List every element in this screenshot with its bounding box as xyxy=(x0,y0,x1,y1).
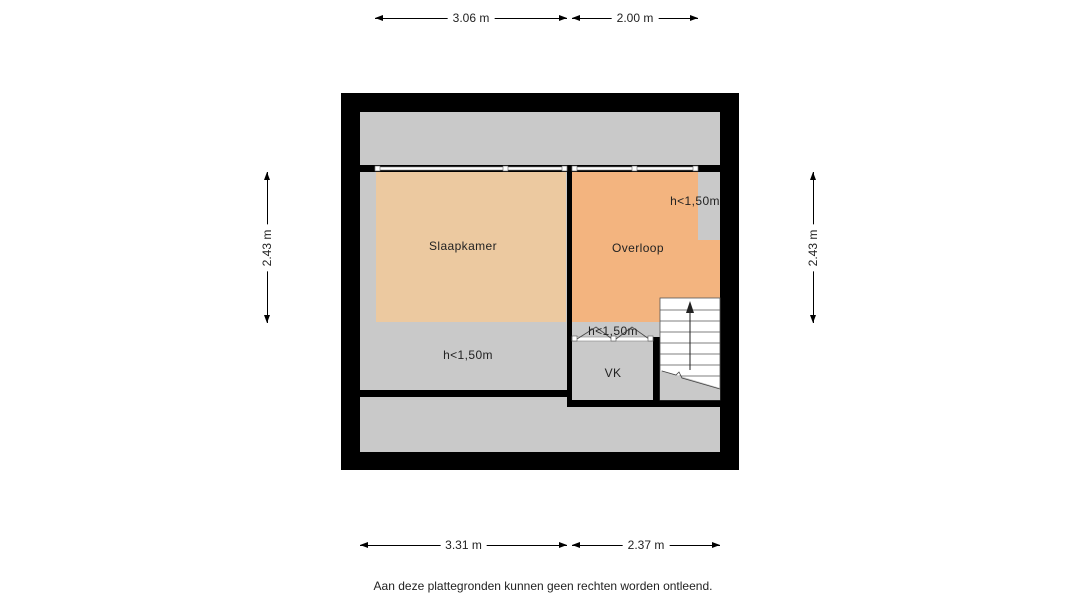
arrow-up-icon xyxy=(810,172,816,180)
overloop-height-note-bottom: h<1,50m xyxy=(588,324,638,338)
dimension-label: 2.00 m xyxy=(612,11,659,25)
dimension-right xyxy=(806,172,820,323)
window-overloop xyxy=(572,166,698,171)
overloop-label: Overloop xyxy=(612,241,664,255)
dimension-top-left xyxy=(375,11,567,25)
dimension-label: 2.43 m xyxy=(260,224,274,271)
window-slaapkamer xyxy=(375,166,567,171)
slaapkamer-label: Slaapkamer xyxy=(428,239,498,253)
vk-label: VK xyxy=(604,366,622,380)
dimension-bottom-right xyxy=(572,538,720,552)
stairs xyxy=(660,298,720,400)
dimension-left xyxy=(260,172,274,323)
arrow-down-icon xyxy=(810,315,816,323)
dimension-bottom-left xyxy=(360,538,567,552)
bottom-low-area-right xyxy=(567,407,720,452)
dimension-top-right xyxy=(572,11,698,25)
dimension-label: 3.06 m xyxy=(448,11,495,25)
arrow-left-icon xyxy=(572,542,580,548)
dimension-label: 2.37 m xyxy=(623,538,670,552)
arrow-right-icon xyxy=(712,542,720,548)
disclaimer-text: Aan deze plattegronden kunnen geen rechten worden ontleend. xyxy=(373,579,713,593)
dimension-label: 3.31 m xyxy=(440,538,487,552)
arrow-right-icon xyxy=(690,15,698,21)
arrow-left-icon xyxy=(572,15,580,21)
arrow-right-icon xyxy=(559,542,567,548)
arrow-right-icon xyxy=(559,15,567,21)
bottom-low-area-left xyxy=(360,397,567,452)
arrow-up-icon xyxy=(264,172,270,180)
arrow-left-icon xyxy=(375,15,383,21)
dimension-label: 2.43 m xyxy=(806,224,820,271)
overloop-height-note-top: h<1,50m xyxy=(670,194,720,208)
slaapkamer-height-note: h<1,50m xyxy=(443,348,493,362)
arrow-left-icon xyxy=(360,542,368,548)
top-low-ceiling-area xyxy=(360,112,720,165)
arrow-down-icon xyxy=(264,315,270,323)
